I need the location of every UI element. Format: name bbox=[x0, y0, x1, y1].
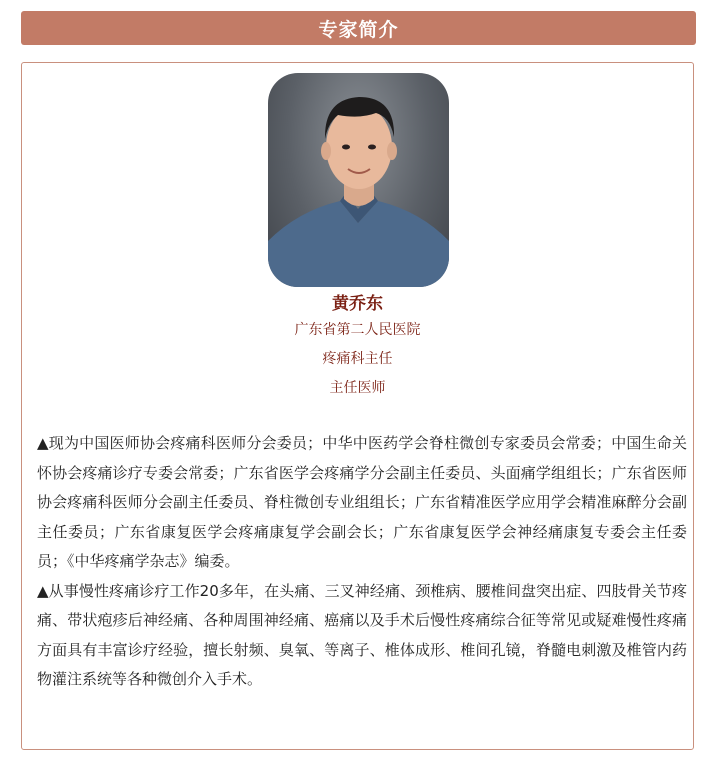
expert-photo bbox=[268, 73, 449, 287]
bio-paragraph-positions: ▲现为中国医师协会疼痛科医师分会委员；中华中医药学会脊柱微创专家委员会常委；中国生命关怀协会疼痛诊疗专委会常委；广东省医学会疼痛学分会副主任委员、头面痛学组组长；广东省医师协会疼痛科医师分会副主任委员、脊柱微创专业组组长；广东省精准医学应用学会精准麻醉分会副主任委员；广东省康复医学会疼痛康复学会副会长；广东省康复医学会神经痛康复专委会主任委员；《中华疼痛学杂志》编委。 bbox=[37, 434, 687, 570]
expert-department: 疼痛科主任 bbox=[322, 351, 393, 367]
expert-bio bbox=[37, 429, 687, 695]
expert-hospital: 广东省第二人民医院 bbox=[294, 322, 421, 338]
expert-card bbox=[21, 62, 694, 750]
bio-paragraph-experience: ▲从事慢性疼痛诊疗工作20多年，在头痛、三叉神经痛、颈椎病、腰椎间盘突出症、四肢骨关节疼痛、带状疱疹后神经痛、各种周围神经痛、癌痛以及手术后慢性疼痛综合征等常见或疑难慢性疼痛方面具有丰富诊疗经验，擅长射频、臭氧、等离子、椎体成形、椎间孔镜，脊髓电刺激及椎管内药物灌注系统等各种微创介入手术。 bbox=[37, 581, 687, 688]
expert-title: 主任医师 bbox=[329, 380, 386, 396]
portrait-photo-icon bbox=[268, 73, 449, 287]
section-header bbox=[21, 11, 696, 45]
section-title: 专家简介 bbox=[318, 18, 399, 41]
expert-name: 黄乔东 bbox=[332, 294, 383, 314]
